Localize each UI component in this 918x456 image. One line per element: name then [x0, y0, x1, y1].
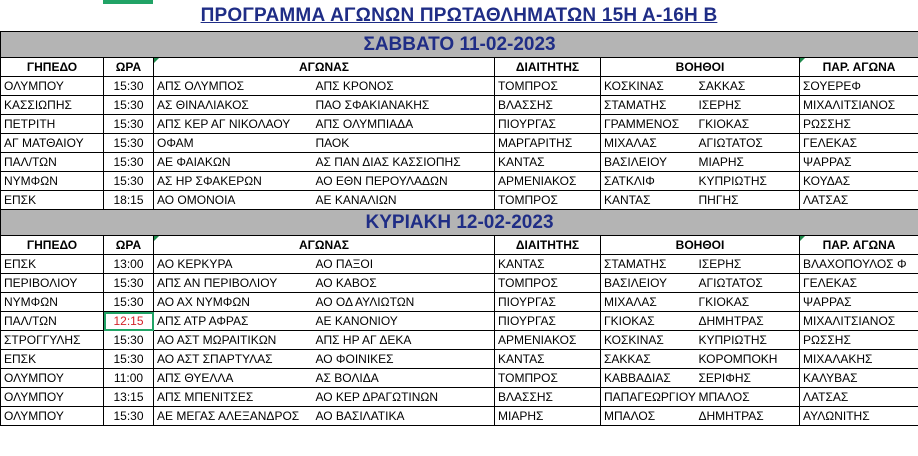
- header-referee[interactable]: ΔΙΑΙΤΗΤΗΣ: [495, 58, 601, 77]
- cell-time[interactable]: 18:15: [104, 191, 154, 210]
- table-row: [1, 134, 918, 153]
- header-observer[interactable]: ΠΑΡ. ΑΓΩΝΑ: [800, 58, 918, 77]
- cell-venue[interactable]: ΑΓ ΜΑΤΘΑΙΟΥ: [1, 134, 104, 153]
- cell-venue[interactable]: ΣΤΡΟΓΓΥΛΗΣ: [1, 331, 104, 350]
- cell-venue[interactable]: ΠΕΡΙΒΟΛΙΟΥ: [1, 274, 104, 293]
- cell-observer[interactable]: ΓΕΛΕΚΑΣ: [800, 134, 918, 153]
- cell-observer[interactable]: ΑΥΛΩΝΙΤΗΣ: [800, 407, 918, 426]
- header-venue[interactable]: ΓΗΠΕΔΟ: [1, 236, 104, 255]
- cell-observer[interactable]: ΚΟΥΔΑΣ: [800, 172, 918, 191]
- header-match[interactable]: ΑΓΩΝΑΣ: [154, 58, 495, 77]
- cell-assistant-1[interactable]: ΣΤΑΜΑΤΗΣ: [601, 255, 696, 274]
- cell-assistant-2[interactable]: ΑΓΙΩΤΑΤΟΣ: [696, 134, 800, 153]
- cell-away-team[interactable]: ΑΟ ΕΘΝ ΠΕΡΟΥΛΑΔΩΝ: [313, 172, 495, 191]
- cell-home-team[interactable]: ΟΦΑΜ: [154, 134, 313, 153]
- cell-away-team[interactable]: ΠΑΟ ΣΦΑΚΙΑΝΑΚΗΣ: [313, 96, 495, 115]
- cell-venue[interactable]: ΟΛΥΜΠΟΥ: [1, 77, 104, 96]
- cell-assistant-2[interactable]: ΠΗΓΗΣ: [696, 191, 800, 210]
- cell-away-team[interactable]: ΑΠΣ ΗΡ ΑΓ ΔΕΚΑ: [313, 331, 495, 350]
- table-row: [1, 331, 918, 350]
- cell-assistant-1[interactable]: ΜΙΧΑΛΑΣ: [601, 293, 696, 312]
- cell-assistant-2[interactable]: ΔΗΜΗΤΡΑΣ: [696, 312, 800, 331]
- cell-home-team[interactable]: ΑΟ ΟΜΟΝΟΙΑ: [154, 191, 313, 210]
- table-row: [1, 153, 918, 172]
- cell-assistant-1[interactable]: ΒΑΣΙΛΕΙΟΥ: [601, 153, 696, 172]
- cell-referee[interactable]: ΜΙΑΡΗΣ: [495, 407, 601, 426]
- cell-venue[interactable]: ΟΛΥΜΠΟΥ: [1, 407, 104, 426]
- header-row: [1, 236, 918, 255]
- cell-observer[interactable]: ΨΑΡΡΑΣ: [800, 293, 918, 312]
- cell-home-team[interactable]: ΑΟ ΑΧ ΝΥΜΦΩΝ: [154, 293, 313, 312]
- cell-referee[interactable]: ΜΑΡΓΑΡΙΤΗΣ: [495, 134, 601, 153]
- table-row: [1, 191, 918, 210]
- cell-time[interactable]: 15:30: [104, 96, 154, 115]
- cell-time[interactable]: 13:15: [104, 388, 154, 407]
- cell-time[interactable]: 13:00: [104, 255, 154, 274]
- cell-time[interactable]: 15:30: [104, 115, 154, 134]
- cell-home-team[interactable]: ΑΠΣ ΘΥΕΛΛΑ: [154, 369, 313, 388]
- cell-assistant-2[interactable]: ΙΣΕΡΗΣ: [696, 96, 800, 115]
- cell-observer[interactable]: ΛΑΤΣΑΣ: [800, 191, 918, 210]
- cell-observer[interactable]: ΓΕΛΕΚΑΣ: [800, 274, 918, 293]
- cell-away-team[interactable]: ΑΣ ΠΑΝ ΔΙΑΣ ΚΑΣΣΙΟΠΗΣ: [313, 153, 495, 172]
- cell-venue[interactable]: ΚΑΣΣΙΩΠΗΣ: [1, 96, 104, 115]
- cell-referee[interactable]: ΤΟΜΠΡΟΣ: [495, 369, 601, 388]
- cell-venue[interactable]: ΟΛΥΜΠΟΥ: [1, 369, 104, 388]
- header-venue[interactable]: ΓΗΠΕΔΟ: [1, 58, 104, 77]
- cell-assistant-1[interactable]: ΚΟΣΚΙΝΑΣ: [601, 77, 696, 96]
- cell-referee[interactable]: ΠΙΟΥΡΓΑΣ: [495, 293, 601, 312]
- cell-venue[interactable]: ΕΠΣΚ: [1, 191, 104, 210]
- cell-venue[interactable]: ΕΠΣΚ: [1, 350, 104, 369]
- cell-assistant-2[interactable]: ΓΚΙΟΚΑΣ: [696, 115, 800, 134]
- day-label[interactable]: ΚΥΡΙΑΚΗ 12-02-2023: [1, 210, 918, 236]
- cell-assistant-1[interactable]: ΣΤΑΜΑΤΗΣ: [601, 96, 696, 115]
- table-row: [1, 96, 918, 115]
- cell-referee[interactable]: ΒΛΑΣΣΗΣ: [495, 96, 601, 115]
- day-row: [1, 210, 918, 236]
- header-assistants[interactable]: ΒΟΗΘΟΙ: [601, 236, 800, 255]
- cell-away-team[interactable]: ΑΠΣ ΚΡΟΝΟΣ: [313, 77, 495, 96]
- table-row: [1, 115, 918, 134]
- table-row: [1, 77, 918, 96]
- cell-referee[interactable]: ΒΛΑΣΣΗΣ: [495, 388, 601, 407]
- table-row: [1, 369, 918, 388]
- cell-time[interactable]: 15:30: [104, 350, 154, 369]
- cell-away-team[interactable]: ΑΣ ΒΟΛΙΔΑ: [313, 369, 495, 388]
- cell-observer[interactable]: ΡΩΣΣΗΣ: [800, 115, 918, 134]
- cell-referee[interactable]: ΠΙΟΥΡΓΑΣ: [495, 115, 601, 134]
- table-row: [1, 172, 918, 191]
- cell-venue[interactable]: ΝΥΜΦΩΝ: [1, 293, 104, 312]
- table-row: [1, 312, 918, 331]
- cell-away-team[interactable]: ΑΟ ΒΑΣΙΛΑΤΙΚΑ: [313, 407, 495, 426]
- cell-time[interactable]: 15:30: [104, 153, 154, 172]
- cell-time[interactable]: 11:00: [104, 369, 154, 388]
- cell-home-team[interactable]: ΑΠΣ ΜΠΕΝΙΤΣΕΣ: [154, 388, 313, 407]
- title-row[interactable]: [0, 0, 918, 31]
- cell-home-team[interactable]: ΑΠΣ ΑΤΡ ΑΦΡΑΣ: [154, 312, 313, 331]
- cell-venue[interactable]: ΝΥΜΦΩΝ: [1, 172, 104, 191]
- cell-assistant-1[interactable]: ΣΑΤΚΛΙΦ: [601, 172, 696, 191]
- cell-assistant-1[interactable]: ΓΚΙΟΚΑΣ: [601, 312, 696, 331]
- cell-observer[interactable]: ΣΟΥΕΡΕΦ: [800, 77, 918, 96]
- cell-observer[interactable]: ΜΙΧΑΛΙΤΣΙΑΝΟΣ: [800, 312, 918, 331]
- header-time[interactable]: ΩΡΑ: [104, 58, 154, 77]
- cell-home-team[interactable]: ΑΠΣ ΑΝ ΠΕΡΙΒΟΛΙΟΥ: [154, 274, 313, 293]
- table-row: [1, 293, 918, 312]
- table-row: [1, 255, 918, 274]
- table-row: [1, 388, 918, 407]
- cell-referee[interactable]: ΚΑΝΤΑΣ: [495, 350, 601, 369]
- cell-assistant-2[interactable]: ΜΠΑΛΟΣ: [696, 388, 800, 407]
- table-row: [1, 350, 918, 369]
- cell-venue[interactable]: ΠΑΛ/ΤΩΝ: [1, 312, 104, 331]
- header-match[interactable]: ΑΓΩΝΑΣ: [154, 236, 495, 255]
- cell-home-team[interactable]: ΑΕ ΜΕΓΑΣ ΑΛΕΞΑΝΔΡΟΣ: [154, 407, 313, 426]
- cell-time[interactable]: 15:30: [104, 407, 154, 426]
- cell-home-team[interactable]: ΑΣ ΘΙΝΑΛΙΑΚΟΣ: [154, 96, 313, 115]
- day-label[interactable]: ΣΑΒΒΑΤΟ 11-02-2023: [1, 32, 918, 58]
- cell-referee[interactable]: ΑΡΜΕΝΙΑΚΟΣ: [495, 172, 601, 191]
- sheet-title[interactable]: ΠΡΟΓΡΑΜΜΑ ΑΓΩΝΩΝ ΠΡΩΤΑΘΛΗΜΑΤΩΝ 15Η Α-16Η Β: [200, 5, 718, 26]
- cell-assistant-1[interactable]: ΜΙΧΑΛΑΣ: [601, 134, 696, 153]
- cell-assistant-2[interactable]: ΙΣΕΡΗΣ: [696, 255, 800, 274]
- cell-time[interactable]: 15:30: [104, 331, 154, 350]
- cell-away-team[interactable]: ΑΕ ΚΑΝΟΝΙΟΥ: [313, 312, 495, 331]
- cell-referee[interactable]: ΤΟΜΠΡΟΣ: [495, 274, 601, 293]
- table-row: [1, 407, 918, 426]
- cell-home-team[interactable]: ΑΟ ΑΣΤ ΜΩΡΑΙΤΙΚΩΝ: [154, 331, 313, 350]
- cell-observer[interactable]: ΨΑΡΡΑΣ: [800, 153, 918, 172]
- cell-away-team[interactable]: ΑΕ ΚΑΝΑΛΙΩΝ: [313, 191, 495, 210]
- cell-assistant-1[interactable]: ΒΑΣΙΛΕΙΟΥ: [601, 274, 696, 293]
- cell-observer[interactable]: ΜΙΧΑΛΑΚΗΣ: [800, 350, 918, 369]
- cell-referee[interactable]: ΚΑΝΤΑΣ: [495, 255, 601, 274]
- cell-assistant-2[interactable]: ΔΗΜΗΤΡΑΣ: [696, 407, 800, 426]
- cell-referee[interactable]: ΑΡΜΕΝΙΑΚΟΣ: [495, 331, 601, 350]
- cell-referee[interactable]: ΚΑΝΤΑΣ: [495, 153, 601, 172]
- cell-away-team[interactable]: ΑΟ ΠΑΞΟΙ: [313, 255, 495, 274]
- cell-assistant-1[interactable]: ΓΡΑΜΜΕΝΟΣ: [601, 115, 696, 134]
- cell-assistant-2[interactable]: ΚΟΡΟΜΠΟΚΗ: [696, 350, 800, 369]
- cell-time[interactable]: 15:30: [104, 274, 154, 293]
- cell-time[interactable]: 15:30: [104, 134, 154, 153]
- cell-venue[interactable]: ΟΛΥΜΠΟΥ: [1, 388, 104, 407]
- cell-observer[interactable]: ΜΙΧΑΛΙΤΣΙΑΝΟΣ: [800, 96, 918, 115]
- cell-time[interactable]: 12:15: [104, 312, 154, 331]
- cell-away-team[interactable]: ΑΟ ΦΟΙΝΙΚΕΣ: [313, 350, 495, 369]
- cell-away-team[interactable]: ΑΟ ΚΕΡ ΔΡΑΓΩΤΙΝΩΝ: [313, 388, 495, 407]
- header-referee[interactable]: ΔΙΑΙΤΗΤΗΣ: [495, 236, 601, 255]
- table-row: [1, 274, 918, 293]
- header-row: [1, 58, 918, 77]
- cell-assistant-1[interactable]: ΚΟΣΚΙΝΑΣ: [601, 331, 696, 350]
- cell-assistant-2[interactable]: ΓΚΙΟΚΑΣ: [696, 293, 800, 312]
- cell-assistant-1[interactable]: ΠΑΠΑΓΕΩΡΓΙΟΥ: [601, 388, 696, 407]
- cell-assistant-2[interactable]: ΜΙΑΡΗΣ: [696, 153, 800, 172]
- cell-home-team[interactable]: ΑΟ ΚΕΡΚΥΡΑ: [154, 255, 313, 274]
- cell-away-team[interactable]: ΑΟ ΚΑΒΟΣ: [313, 274, 495, 293]
- cell-time[interactable]: 15:30: [104, 77, 154, 96]
- cell-observer[interactable]: ΚΑΛΥΒΑΣ: [800, 369, 918, 388]
- cell-referee[interactable]: ΤΟΜΠΡΟΣ: [495, 77, 601, 96]
- cell-away-team[interactable]: ΠΑΟΚ: [313, 134, 495, 153]
- cell-assistant-2[interactable]: ΚΥΠΡΙΩΤΗΣ: [696, 172, 800, 191]
- cell-referee[interactable]: ΠΙΟΥΡΓΑΣ: [495, 312, 601, 331]
- cell-away-team[interactable]: ΑΠΣ ΟΛΥΜΠΙΑΔΑ: [313, 115, 495, 134]
- cell-time[interactable]: 15:30: [104, 172, 154, 191]
- cell-assistant-2[interactable]: ΚΥΠΡΙΩΤΗΣ: [696, 331, 800, 350]
- cell-home-team[interactable]: ΑΕ ΦΑΙΑΚΩΝ: [154, 153, 313, 172]
- cell-assistant-1[interactable]: ΚΑΒΒΑΔΙΑΣ: [601, 369, 696, 388]
- cell-assistant-1[interactable]: ΣΑΚΚΑΣ: [601, 350, 696, 369]
- day-row: [1, 32, 918, 58]
- cell-time[interactable]: 15:30: [104, 293, 154, 312]
- cell-assistant-2[interactable]: ΣΕΡΙΦΗΣ: [696, 369, 800, 388]
- cell-venue[interactable]: ΠΑΛ/ΤΩΝ: [1, 153, 104, 172]
- cell-venue[interactable]: ΠΕΤΡΙΤΗ: [1, 115, 104, 134]
- cell-venue[interactable]: ΕΠΣΚ: [1, 255, 104, 274]
- schedule-table: [0, 31, 918, 426]
- cell-referee[interactable]: ΤΟΜΠΡΟΣ: [495, 191, 601, 210]
- cell-observer[interactable]: ΡΩΣΣΗΣ: [800, 331, 918, 350]
- header-assistants[interactable]: ΒΟΗΘΟΙ: [601, 58, 800, 77]
- cell-observer[interactable]: ΒΛΑΧΟΠΟΥΛΟΣ Φ: [800, 255, 918, 274]
- cell-assistant-1[interactable]: ΜΠΑΛΟΣ: [601, 407, 696, 426]
- cell-home-team[interactable]: ΑΣ ΗΡ ΣΦΑΚΕΡΩΝ: [154, 172, 313, 191]
- cell-assistant-1[interactable]: ΚΑΝΤΑΣ: [601, 191, 696, 210]
- cell-home-team[interactable]: ΑΟ ΑΣΤ ΣΠΑΡΤΥΛΑΣ: [154, 350, 313, 369]
- cell-home-team[interactable]: ΑΠΣ ΟΛΥΜΠΟΣ: [154, 77, 313, 96]
- cell-home-team[interactable]: ΑΠΣ ΚΕΡ ΑΓ ΝΙΚΟΛΑΟΥ: [154, 115, 313, 134]
- cell-observer[interactable]: ΛΑΤΣΑΣ: [800, 388, 918, 407]
- header-observer[interactable]: ΠΑΡ. ΑΓΩΝΑ: [800, 236, 918, 255]
- cell-away-team[interactable]: ΑΟ ΟΔ ΑΥΛΙΩΤΩΝ: [313, 293, 495, 312]
- cell-assistant-2[interactable]: ΣΑΚΚΑΣ: [696, 77, 800, 96]
- cell-assistant-2[interactable]: ΑΓΙΩΤΑΤΟΣ: [696, 274, 800, 293]
- header-time[interactable]: ΩΡΑ: [104, 236, 154, 255]
